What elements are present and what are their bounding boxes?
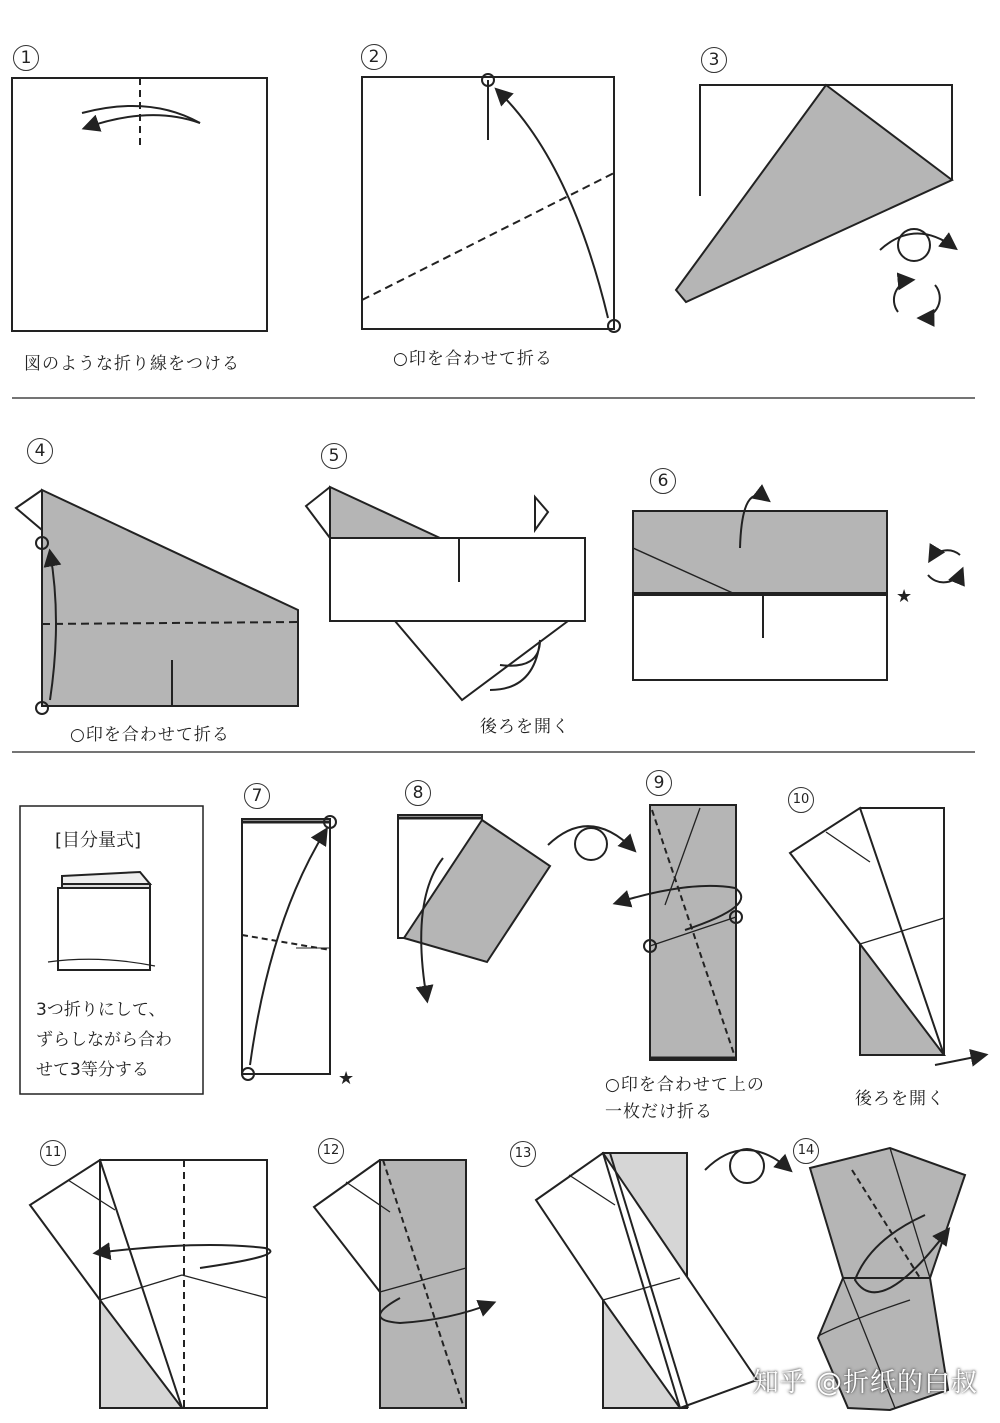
step-12-figure [314,1160,493,1408]
step-9-caption-line2: 一枚だけ折る [605,1102,713,1122]
step-number: 11 [40,1140,66,1166]
step-4-caption: ○印を合わせて折る [70,725,230,745]
step-2-caption: ○印を合わせて折る [393,349,553,369]
step-9-caption-line1: ○印を合わせて上の [605,1075,765,1095]
step-number: 5 [321,443,347,469]
watermark: 知乎 @折纸的白叔 [752,1368,978,1398]
step-number: 13 [510,1141,536,1167]
star-mark: ★ [896,586,914,607]
step-7-figure [242,816,336,1080]
step-number: 14 [793,1138,819,1164]
step-number: 1 [13,45,39,71]
step-number: 2 [361,44,387,70]
step-9-figure [548,805,742,1060]
step-1-figure [12,78,267,331]
step-10-caption: 後ろを開く [855,1089,945,1109]
measure-box-note-2: ずらしながら合わ [36,1030,172,1050]
measure-box-title: [目分量式] [55,830,142,851]
measure-box-note-3: せて3等分する [36,1060,149,1080]
step-number: 4 [27,438,53,464]
measure-box-note-1: 3つ折りにして、 [36,1000,166,1020]
step-8-figure [398,815,550,1000]
step-number: 12 [318,1138,344,1164]
step-number: 6 [650,468,676,494]
step-2-figure [362,74,620,332]
step-number: 10 [788,787,814,813]
step-5-caption: 後ろを開く [480,717,570,737]
step-10-figure [790,808,985,1065]
step-4-figure [16,490,298,714]
step-number: 9 [646,770,672,796]
step-1-caption: 図のような折り線をつける [24,354,240,374]
step-5-figure [306,487,585,700]
star-mark: ★ [338,1068,356,1089]
step-number: 8 [405,780,431,806]
step-number: 7 [244,783,270,809]
step-11-figure [30,1160,270,1408]
step-3-figure [676,85,955,318]
step-number: 3 [701,47,727,73]
